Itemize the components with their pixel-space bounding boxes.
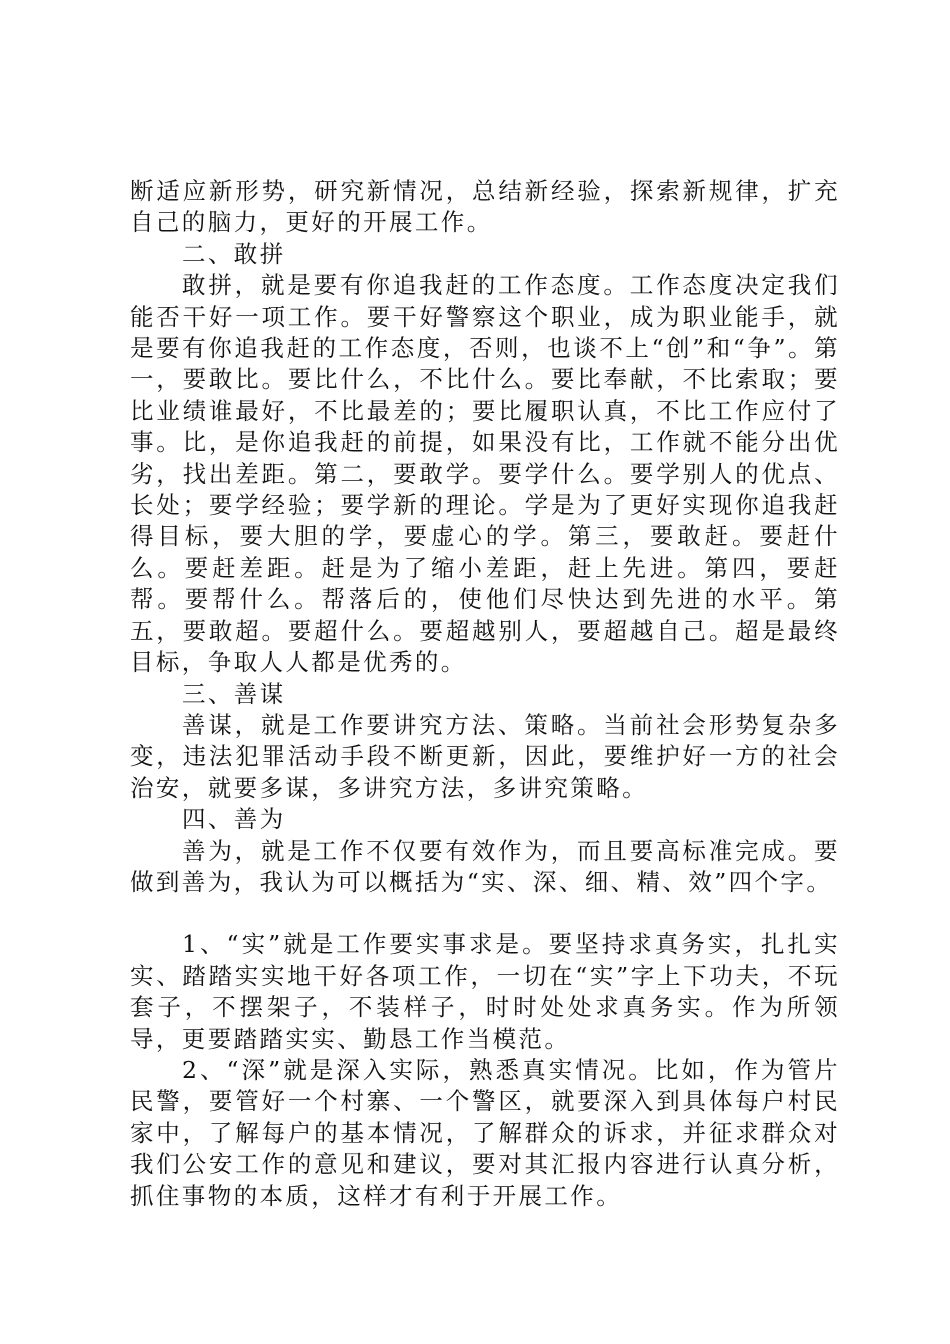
heading-section-3: 三、善谋 (182, 679, 286, 708)
paragraph-continuation: 断适应新形势，研究新情况，总结新经验，探索新规律，扩充自己的脑力，更好的开展工作。 (130, 177, 840, 237)
paragraph-section-2: 敢拼，就是要有你追我赶的工作态度。工作态度决定我们能否干好一项工作。要干好警察这个职业，成为职业能手，就是要有你追我赶的工作态度，否则，也谈不上“创”和“争”。第一，要敢比。要比什么，不比什么。要比奉献，不比索取；要比业绩谁最好，不比最差的；要比履职认真，不比工作应付了事。比，是你追我赶的前提，如果没有比，工作就不能分出优劣，找出差距。第二，要敢学。要学什么。要学别人的优点、长处；要学经验；要学新的理论。学是为了更好实现你追我赶得目标，要大胆的学，要虚心的学。第三，要敢赶。要赶什么。要赶差距。赶是为了缩小差距，赶上先进。第四，要赶帮。要帮什么。帮落后的，使他们尽快达到先进的水平。第五，要敢超。要超什么。要超越别人，要超越自己。超是最终目标，争取人人都是优秀的。 (130, 271, 840, 677)
paragraph-section-4: 善为，就是工作不仅要有效作为，而且要高标准完成。要做到善为，我认为可以概括为“实、深、细、精、效”四个字。 (130, 836, 840, 896)
paragraph-item-2: 2、“深”就是深入实际，熟悉真实情况。比如，作为管片民警，要管好一个村寨、一个警区，就要深入到具体每户村民家中，了解每户的基本情况，了解群众的诉求，并征求群众对我们公安工作的意见和建议，要对其汇报内容进行认真分析，抓住事物的本质，这样才有利于开展工作。 (130, 1055, 840, 1210)
heading-section-4: 四、善为 (182, 805, 286, 834)
document-body (130, 176, 840, 1212)
paragraph-item-1: 1、“实”就是工作要实事求是。要坚持求真务实，扎扎实实、踏踏实实地干好各项工作，一切在“实”字上下功夫，不玩套子，不摆架子，不装样子，时时处处求真务实。作为所领导，更要踏踏实实、勤恳工作当模范。 (130, 930, 840, 1053)
paragraph-section-3: 善谋，就是工作要讲究方法、策略。当前社会形势复杂多变，违法犯罪活动手段不断更新，因此，要维护好一方的社会治安，就要多谋，多讲究方法，多讲究策略。 (130, 710, 840, 802)
heading-section-2: 二、敢拼 (182, 239, 286, 268)
